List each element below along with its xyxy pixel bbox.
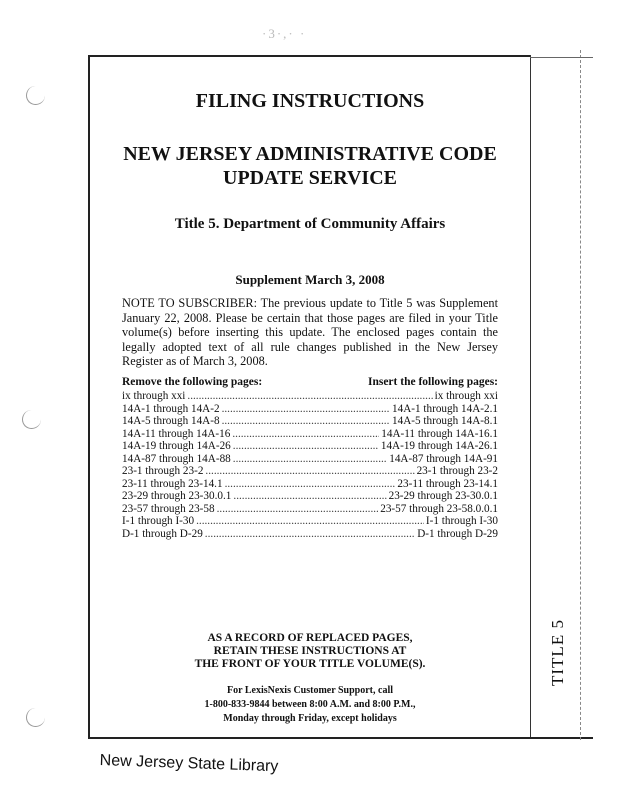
- page-columns-header: [122, 376, 498, 390]
- title-tab-label: TITLE 5: [548, 619, 567, 686]
- leader-dots: [222, 403, 390, 416]
- code-heading: NEW JERSEY ADMINISTRATIVE CODE: [123, 143, 497, 165]
- insert-pages: 23-57 through 23-58.0.0.1: [380, 502, 498, 515]
- page-row: [122, 465, 498, 478]
- page-row: [122, 390, 498, 403]
- punch-hole-mark: [26, 708, 45, 727]
- library-stamp: New Jersey State Library: [99, 752, 279, 776]
- filing-instructions-heading: FILING INSTRUCTIONS: [195, 90, 425, 112]
- insert-column-header: Insert the following pages:: [367, 376, 498, 388]
- tab-divider-rule: [530, 55, 531, 737]
- page-row: [122, 503, 498, 516]
- scan-artifact: ·3·,· ·: [262, 26, 307, 41]
- support-hours-line: Monday through Friday, except holidays: [223, 713, 397, 724]
- update-service-heading: UPDATE SERVICE: [223, 167, 397, 189]
- remove-pages: 23-29 through 23-30.0.1: [122, 490, 232, 502]
- insert-pages: 14A-11 through 14A-16.1: [381, 427, 498, 440]
- page-row: [122, 515, 498, 528]
- supplement-date: Supplement March 3, 2008: [235, 272, 385, 287]
- title-heading: Title 5. Department of Community Affairs: [174, 216, 446, 232]
- insert-pages: 23-1 through 23-2: [416, 465, 498, 477]
- frame-bottom-rule: [88, 737, 593, 739]
- remove-pages: 14A-5 through 14A-8: [122, 415, 220, 427]
- leader-dots: [217, 503, 379, 516]
- remove-pages: 14A-87 through 14A-88: [122, 452, 231, 465]
- remove-pages: 23-11 through 23-14.1: [122, 477, 223, 490]
- page-row: [122, 440, 498, 453]
- page-row: [122, 403, 498, 416]
- remove-pages: 14A-11 through 14A-16: [122, 427, 231, 440]
- leader-dots: [233, 440, 379, 453]
- frame-top-rule: [88, 55, 530, 57]
- support-line-1: For LexisNexis Customer Support, call: [226, 685, 393, 696]
- remove-pages: 14A-1 through 14A-2: [122, 402, 220, 415]
- punch-hole-mark: [26, 86, 45, 105]
- insert-pages: 23-11 through 23-14.1: [397, 477, 498, 490]
- insert-pages: I-1 through I-30: [425, 515, 498, 527]
- punch-hole-mark: [22, 410, 41, 429]
- remove-pages: 23-1 through 23-2: [122, 465, 204, 477]
- page-list: [122, 390, 498, 540]
- remove-pages: D-1 through D-29: [122, 527, 203, 540]
- leader-dots: [232, 428, 379, 441]
- insert-pages: 14A-19 through 14A-26.1: [380, 440, 498, 452]
- tab-outer-rule: [580, 50, 581, 740]
- insert-pages: ix through xxi: [434, 390, 498, 402]
- insert-pages: 14A-1 through 14A-2.1: [392, 402, 498, 415]
- leader-dots: [225, 478, 396, 491]
- record-line-2: RETAIN THESE INSTRUCTIONS AT: [213, 645, 407, 657]
- remove-column-header: Remove the following pages:: [122, 376, 263, 388]
- page-row: [122, 478, 498, 491]
- leader-dots: [233, 453, 387, 466]
- leader-dots: [222, 415, 390, 428]
- page-row: [122, 415, 498, 428]
- remove-pages: ix through xxi: [122, 390, 186, 402]
- note-to-subscriber: NOTE TO SUBSCRIBER: The previous update to Title 5 was Supplement January 22, 2008. Please be certain that those pages are filed in your Title volume(s) before inserting this update. The enclosed pages contain the legally adopted text of all rule changes published in the New Jersey Register as of March 3, 2008.: [122, 296, 498, 369]
- record-line-1: AS A RECORD OF REPLACED PAGES,: [207, 632, 413, 644]
- leader-dots: [233, 490, 386, 503]
- leader-dots: [205, 528, 415, 541]
- remove-pages: 14A-19 through 14A-26: [122, 440, 231, 452]
- page-row: [122, 490, 498, 503]
- insert-pages: 23-29 through 23-30.0.1: [388, 490, 498, 502]
- page-row: [122, 453, 498, 466]
- page-row: [122, 528, 498, 541]
- insert-pages: D-1 through D-29: [417, 527, 498, 540]
- insert-pages: 14A-5 through 14A-8.1: [392, 415, 498, 427]
- remove-pages: I-1 through I-30: [122, 515, 195, 527]
- tab-top-rule: [530, 57, 593, 58]
- insert-pages: 14A-87 through 14A-91: [389, 452, 498, 465]
- page-row: [122, 428, 498, 441]
- leader-dots: [196, 515, 424, 528]
- record-line-3: THE FRONT OF YOUR TITLE VOLUME(S).: [194, 658, 426, 670]
- support-phone-line: 1-800-833-9844 between 8:00 A.M. and 8:00 P.M.,: [204, 699, 416, 710]
- remove-pages: 23-57 through 23-58: [122, 502, 215, 515]
- leader-dots: [187, 390, 432, 403]
- leader-dots: [205, 465, 414, 478]
